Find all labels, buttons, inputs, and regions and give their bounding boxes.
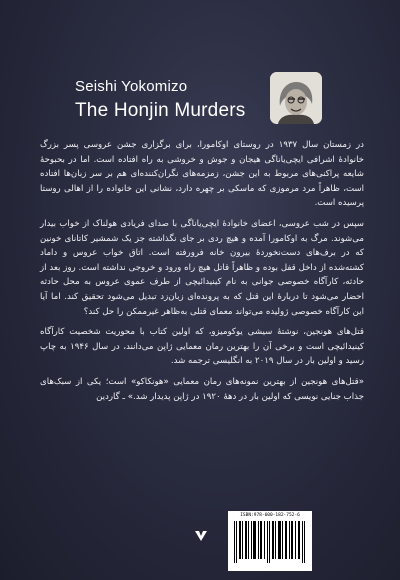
isbn-barcode [228, 511, 312, 571]
book-title: The Honjin Murders [75, 100, 246, 121]
blurb-paragraph-4: «قتل‌های هونجین از بهترین نمونه‌های رمان معمایی «هونکاکو» است؛ یکی از سبک‌های جذاب جنایی نویسی که اولین بار در دههٔ ۱۹۲۰ در ژاپن پدیدار شد.» ـ گاردین [40, 376, 364, 402]
blurb-paragraph-3: قتل‌های هونجین، نوشتهٔ سیشی یوکومیزو، که اولین کتاب با محوریت شخصیت کارآگاه کینیدائیچی است و برخی آن را بهترین رمان معمایی ژاپن می‌دانند، در سال ۱۹۴۶ به چاپ رسید و اولین بار در سال ۲۰۱۹ به انگلیسی ترجمه شد. [40, 327, 365, 367]
isbn-number: ISBN:978-600-182-752-6 [240, 513, 300, 518]
author-photo [270, 72, 322, 124]
blurb-paragraph-1: در زمستان سال ۱۹۳۷ در روستای اوکامورا، برای برگزاری جشن عروسی پسر بزرگ خانوادهٔ اشرافی ایچی‌یاناگی هیجان و جوش و خروشی به راه افتاده است. اما در بحبوحهٔ شایعه پراکنی‌های مربوط به این جشن، زمزمه‌های نگران‌کننده‌ای هم بر سر زبان‌ها افتاده است، ظاهراً مرد مرموزی که ماسکی بر چهره دارد، نشانی این خانواده را از اهالی روستا پرسیده است. [40, 140, 364, 209]
blurb-paragraph-2: سپس در شب عروسی، اعضای خانوادهٔ ایچی‌یاناگی با صدای فریادی هولناک از خواب بیدار می‌شوند. مرگ به اوکامورا آمده و هیچ ردی بر جای نگذاشته جز یک شمشیر کاتانای خونین که در برف‌های دست‌نخوردهٔ بیرون خانه فرورفته است. اتاق خواب عروس و داماد کشته‌شده از داخل قفل بوده و ظاهراً قاتل هیچ راه ورود و خروجی نداشته است. روز بعد از حادثه، کارآگاه خصوصی جوانی به نام کینیدائیچی از طرف عموی عروس به محل حادثه احضار می‌شود تا دربارهٔ این قتل که به پرونده‌ای زبان‌زد تبدیل می‌شود تحقیق کند. اما آیا این کارآگاه خصوصی ژولیده می‌تواند معمای قتلی به‌ظاهر غیرممکن را حل کند؟ [40, 218, 364, 317]
author-name: Seishi Yokomizo [75, 78, 188, 95]
publisher-logo-icon [194, 528, 208, 542]
blurb-text [40, 138, 364, 410]
